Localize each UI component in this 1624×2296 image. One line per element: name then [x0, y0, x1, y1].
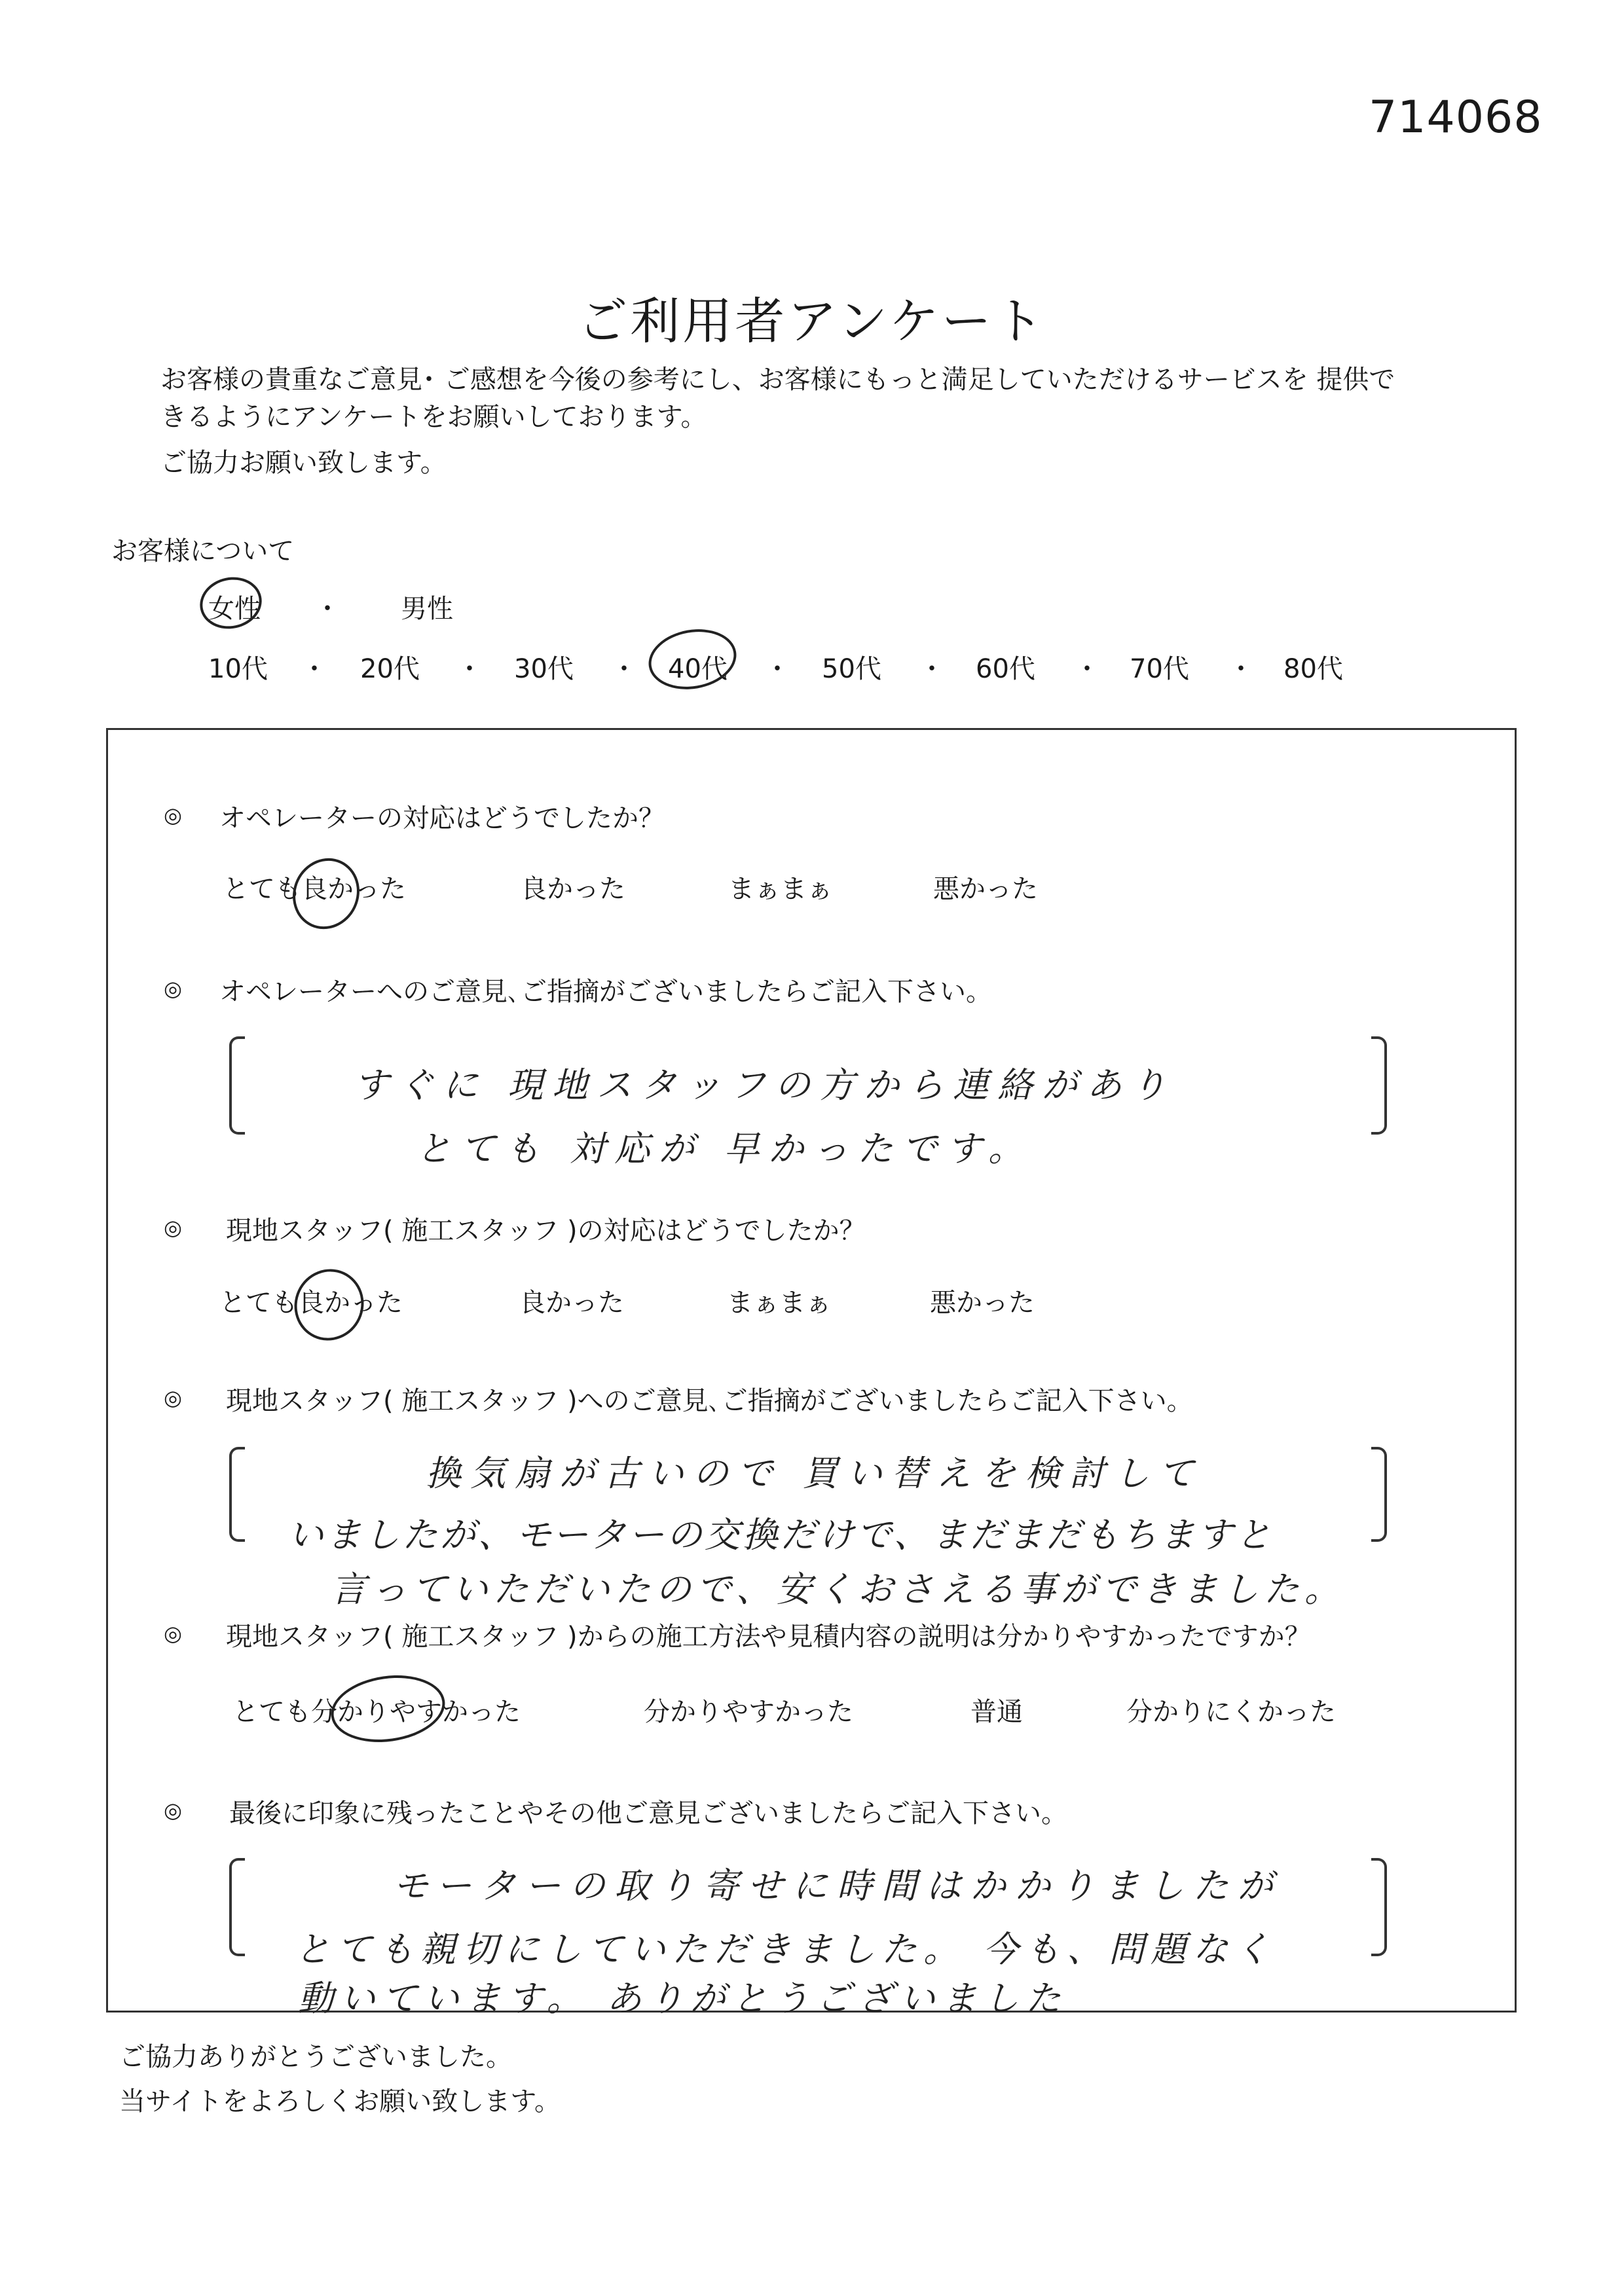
question-mark: ◎ [164, 803, 182, 828]
q2-answer-line-1: すぐに 現地スタッフの方から連絡があり [354, 1065, 1176, 1106]
intro-line-1: お客様の貴重なご意見･ ご感想を今後の参考にし、お客様にもっと満足していただけるサービスを 提供で [160, 365, 1395, 395]
question-5-text: 現地スタッフ( 施工スタッフ )からの施工方法や見積内容の説明は分かりやすかったですか？ [226, 1622, 1311, 1652]
document-number: 714068 [1369, 92, 1543, 143]
q6-answer-line-3: 動いています。 ありがとうございました [298, 1978, 1067, 2019]
q4-answer-line-1: 換気扇が古いので 買い替えを検討して [426, 1453, 1204, 1494]
question-4-text: 現地スタッフ( 施工スタッフ )へのご意見､ご指摘がございましたらご記入下さい。 [226, 1386, 1193, 1416]
q3-option-very-good[interactable]: とても良かった [219, 1288, 403, 1318]
intro-line-2: きるようにアンケートをお願いしております。 [160, 402, 707, 432]
age-option-70s[interactable]: 70代 [1130, 654, 1189, 684]
question-mark: ◎ [164, 1621, 182, 1646]
q3-option-bad[interactable]: 悪かった [930, 1288, 1035, 1318]
q4-answer-line-2: いましたが、モーターの交換だけで、まだまだもちますと [288, 1514, 1274, 1556]
question-mark: ◎ [164, 976, 182, 1001]
footer-closing: 当サイトをよろしくお願い致します。 [119, 2086, 561, 2117]
q4-answer-line-3: 言っていただいたので、安くおさえる事ができました。 [331, 1569, 1345, 1610]
q1-option-bad[interactable]: 悪かった [933, 874, 1038, 904]
q6-answer-line-2: とても親切にしていただきました。 今も、問題なく [295, 1929, 1277, 1970]
separator: ・ [611, 654, 637, 684]
q5-option-unclear[interactable]: 分かりにくかった [1126, 1697, 1336, 1727]
separator: ・ [919, 654, 945, 684]
q1-option-good[interactable]: 良かった [521, 874, 625, 904]
q5-option-normal[interactable]: 普通 [970, 1697, 1023, 1727]
answer-bracket-left [229, 1036, 245, 1135]
answer-bracket-left [229, 1447, 245, 1542]
answer-bracket-left [229, 1858, 245, 1956]
question-1-text: オペレーターの対応はどうでしたか？ [219, 803, 665, 833]
answer-bracket-right [1371, 1447, 1387, 1542]
q1-option-average[interactable]: まぁまぁ [728, 874, 833, 904]
q3-option-average[interactable]: まぁまぁ [727, 1288, 832, 1318]
gender-option-female[interactable]: 女性 [208, 594, 261, 624]
age-option-10s[interactable]: 10代 [208, 654, 268, 684]
age-option-50s[interactable]: 50代 [822, 654, 881, 684]
gender-option-male[interactable]: 男性 [401, 594, 453, 624]
customer-section-label: お客様について [111, 536, 295, 566]
age-option-60s[interactable]: 60代 [976, 654, 1035, 684]
age-option-30s[interactable]: 30代 [514, 654, 574, 684]
q1-option-very-good[interactable]: とても良かった [223, 874, 406, 904]
answer-bracket-right [1371, 1858, 1387, 1956]
age-option-40s[interactable]: 40代 [668, 654, 728, 684]
age-option-20s[interactable]: 20代 [360, 654, 420, 684]
question-6-text: 最後に印象に残ったことやその他ご意見ございましたらご記入下さい。 [229, 1798, 1067, 1829]
separator: ・ [764, 654, 790, 684]
separator: ・ [1228, 654, 1254, 684]
separator: ・ [314, 594, 341, 624]
q6-answer-line-1: モーターの取り寄せに時間はかかりましたが [393, 1865, 1282, 1906]
footer-thanks: ご協力ありがとうございました。 [119, 2042, 512, 2072]
q5-option-clear[interactable]: 分かりやすかった [644, 1697, 853, 1727]
separator: ・ [1074, 654, 1100, 684]
question-mark: ◎ [164, 1798, 182, 1823]
question-mark: ◎ [164, 1215, 182, 1240]
q5-option-very-clear[interactable]: とても分かりやすかった [232, 1697, 521, 1727]
q3-option-good[interactable]: 良かった [519, 1288, 624, 1318]
page-title: ご利用者アンケート [578, 292, 1046, 350]
q2-answer-line-2: とても 対応が 早かったです。 [416, 1128, 1033, 1169]
question-mark: ◎ [164, 1385, 182, 1410]
separator: ・ [301, 654, 327, 684]
intro-line-3: ご協力お願い致します。 [160, 448, 447, 478]
separator: ・ [456, 654, 483, 684]
answer-bracket-right [1371, 1036, 1387, 1135]
age-option-80s[interactable]: 80代 [1283, 654, 1343, 684]
question-2-text: オペレーターへのご意見､ご指摘がございましたらご記入下さい。 [219, 977, 992, 1007]
question-3-text: 現地スタッフ( 施工スタッフ )の対応はどうでしたか？ [226, 1216, 866, 1246]
